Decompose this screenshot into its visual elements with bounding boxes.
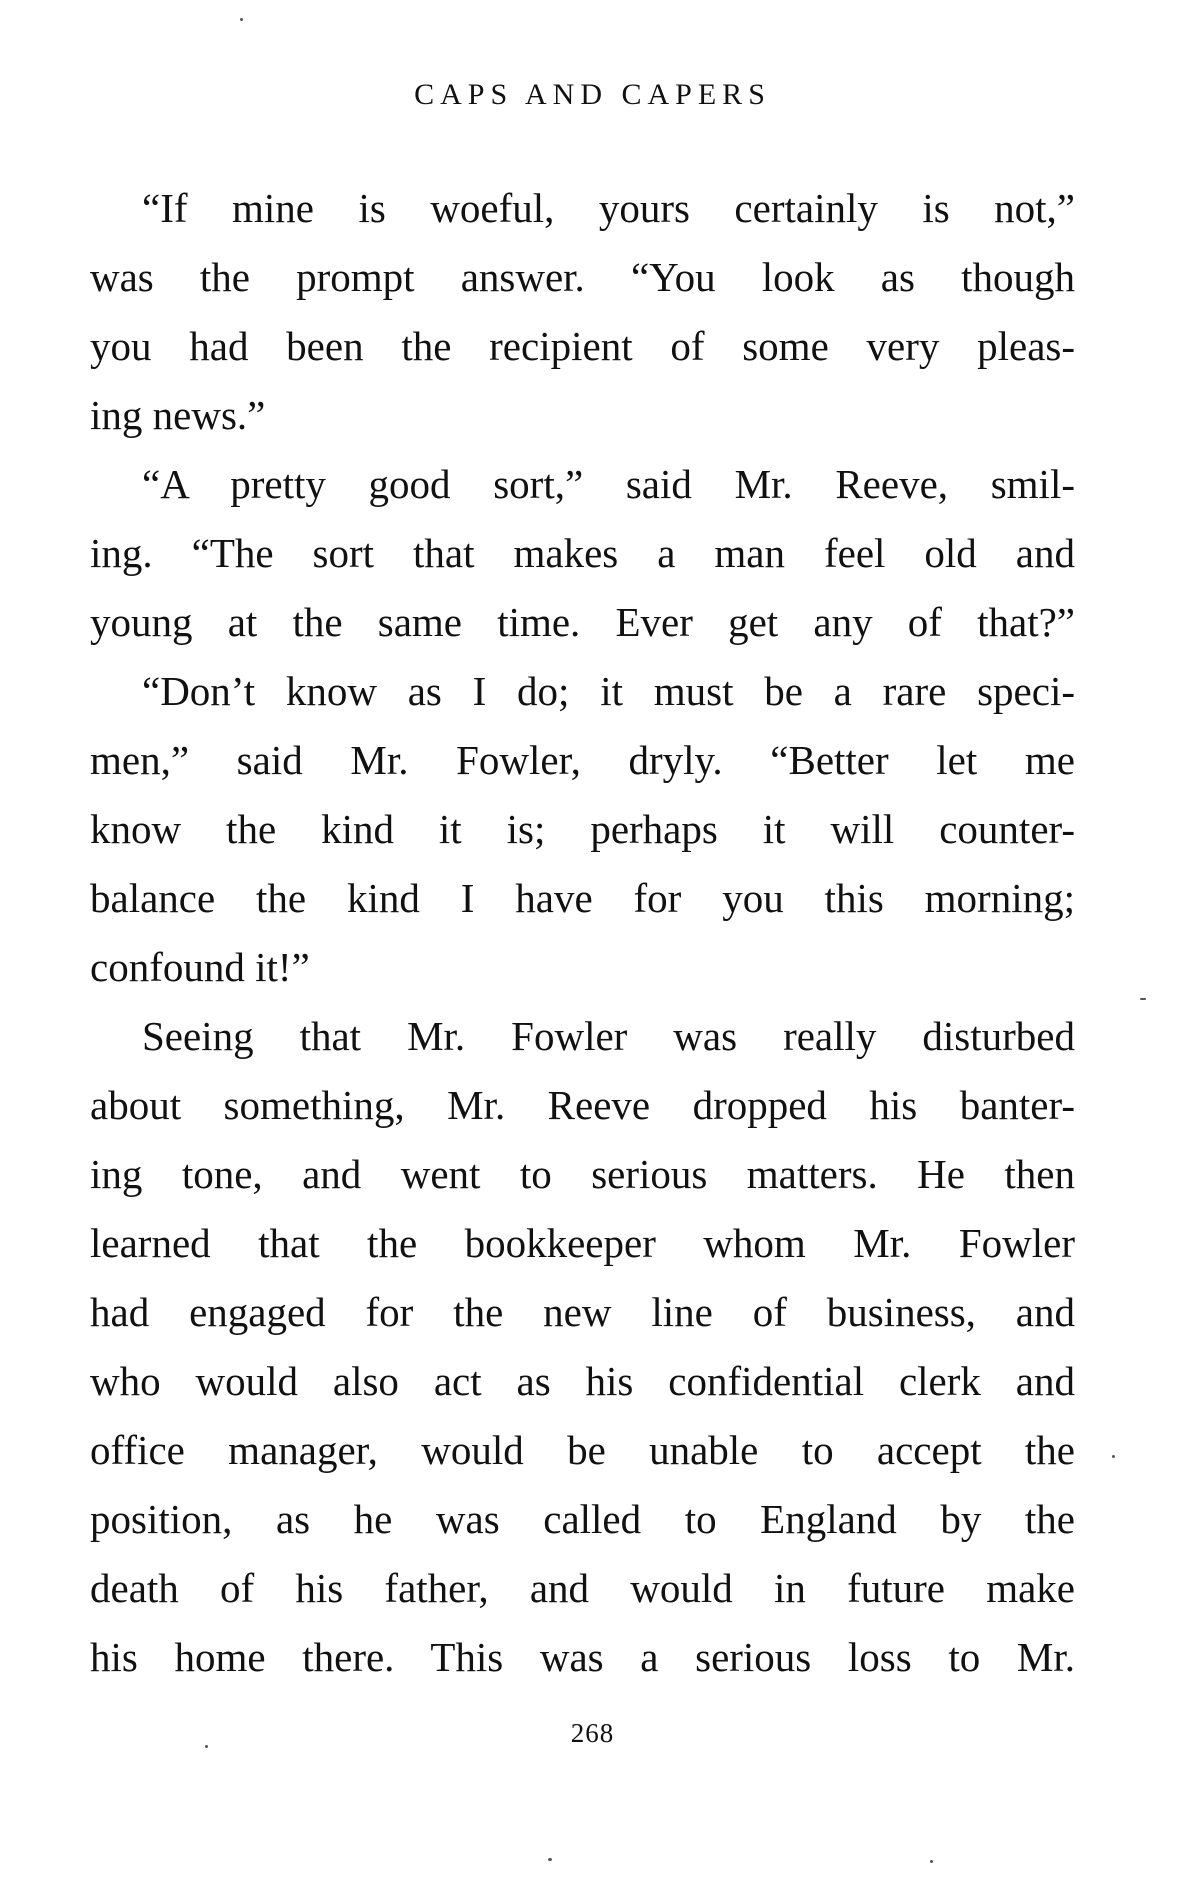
- text-line: about something, Mr. Reeve dropped his banter-: [90, 1082, 1075, 1128]
- text-line: was the prompt answer. “You look as though: [90, 254, 1075, 300]
- text-line: “A pretty good sort,” said Mr. Reeve, smil-: [142, 461, 1075, 507]
- text-line: ing. “The sort that makes a man feel old and: [90, 530, 1075, 576]
- text-line: position, as he was called to England by the: [90, 1496, 1075, 1542]
- text-line: death of his father, and would in future make: [90, 1565, 1075, 1611]
- scan-speck: [1112, 1455, 1115, 1458]
- scan-speck: [930, 1860, 933, 1863]
- text-line: balance the kind I have for you this morning;: [90, 875, 1075, 921]
- text-line: young at the same time. Ever get any of that?”: [90, 599, 1075, 645]
- body-text: [90, 174, 1075, 1692]
- text-line: “Don’t know as I do; it must be a rare speci-: [142, 668, 1075, 714]
- page-number: 268: [570, 1718, 615, 1748]
- scan-speck: [240, 18, 243, 21]
- scan-speck: [1140, 998, 1146, 1000]
- text-line: “If mine is woeful, yours certainly is not,”: [142, 185, 1075, 231]
- text-line: his home there. This was a serious loss to Mr.: [90, 1634, 1075, 1680]
- text-line: ing news.”: [90, 392, 266, 438]
- text-line: had engaged for the new line of business, and: [90, 1289, 1075, 1335]
- scan-speck: [205, 1745, 208, 1748]
- text-line: confound it!”: [90, 944, 310, 990]
- text-line: know the kind it is; perhaps it will counter-: [90, 806, 1075, 852]
- text-line: Seeing that Mr. Fowler was really disturbed: [142, 1013, 1075, 1059]
- text-line: learned that the bookkeeper whom Mr. Fowler: [90, 1220, 1075, 1266]
- text-line: men,” said Mr. Fowler, dryly. “Better let me: [90, 737, 1075, 783]
- scan-speck: [548, 1858, 552, 1861]
- text-line: you had been the recipient of some very pleas-: [90, 323, 1075, 369]
- running-head: CAPS AND CAPERS: [414, 78, 771, 111]
- text-line: office manager, would be unable to accept the: [90, 1427, 1075, 1473]
- text-line: who would also act as his confidential clerk and: [90, 1358, 1075, 1404]
- text-line: ing tone, and went to serious matters. He then: [90, 1151, 1075, 1197]
